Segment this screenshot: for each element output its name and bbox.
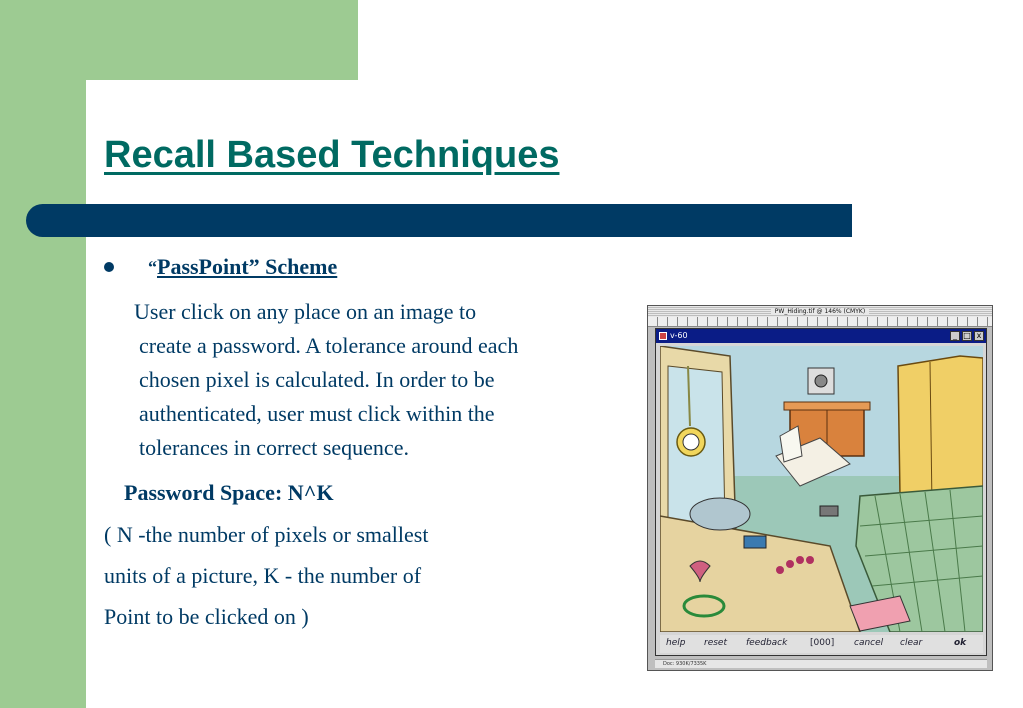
slide-title: Recall Based Techniques	[104, 134, 560, 176]
password-space-label: Password Space: N^K	[124, 480, 334, 505]
paragraph-line: create a password. A tolerance around each	[139, 333, 519, 358]
background-green-top	[0, 0, 358, 80]
bedroom-scene-illustration	[660, 346, 983, 632]
app-icon	[659, 332, 667, 340]
explanation-line: ( N -the number of pixels or smallest	[104, 522, 429, 547]
reset-button[interactable]: reset	[704, 638, 727, 648]
ok-button[interactable]: ok	[954, 638, 967, 648]
bullet-heading	[148, 250, 337, 284]
explanation-line: Point to be clicked on )	[104, 604, 309, 629]
feedback-button[interactable]: feedback	[746, 638, 788, 648]
passpoint-screenshot	[647, 305, 993, 671]
maximize-button[interactable]: □	[963, 331, 971, 340]
window-title: v-60	[670, 331, 688, 340]
heading-open-quote: “	[148, 257, 157, 277]
explanation-line: units of a picture, K - the number of	[104, 563, 422, 588]
status-bar: Doc: 930K/7335K	[655, 659, 987, 668]
bullet-icon	[104, 262, 114, 272]
paragraph-line: User click on any place on an image to	[134, 299, 477, 324]
password-image-area[interactable]	[660, 346, 983, 632]
passpoint-toolbar	[660, 635, 983, 653]
cancel-button[interactable]: cancel	[854, 638, 884, 648]
paragraph-line: tolerances in correct sequence.	[139, 435, 409, 460]
clear-button[interactable]: clear	[900, 638, 923, 648]
description-paragraph	[134, 295, 518, 465]
title-divider-bar	[26, 204, 852, 237]
background-green-left	[0, 0, 86, 708]
minimize-button[interactable]: _	[950, 331, 960, 341]
paragraph-line: authenticated, user must click within the	[139, 401, 495, 426]
outer-window-title: PW_Hiding.tif @ 146% (CMYK)	[648, 306, 992, 317]
passpoint-window	[655, 328, 987, 656]
window-title-bar	[656, 329, 986, 343]
help-button[interactable]: help	[666, 638, 686, 648]
ruler	[648, 317, 992, 327]
click-counter: [000]	[810, 638, 835, 648]
heading-text: PassPoint” Scheme	[157, 254, 338, 279]
paragraph-line: chosen pixel is calculated. In order to be	[139, 367, 495, 392]
close-button[interactable]: x	[974, 331, 984, 341]
